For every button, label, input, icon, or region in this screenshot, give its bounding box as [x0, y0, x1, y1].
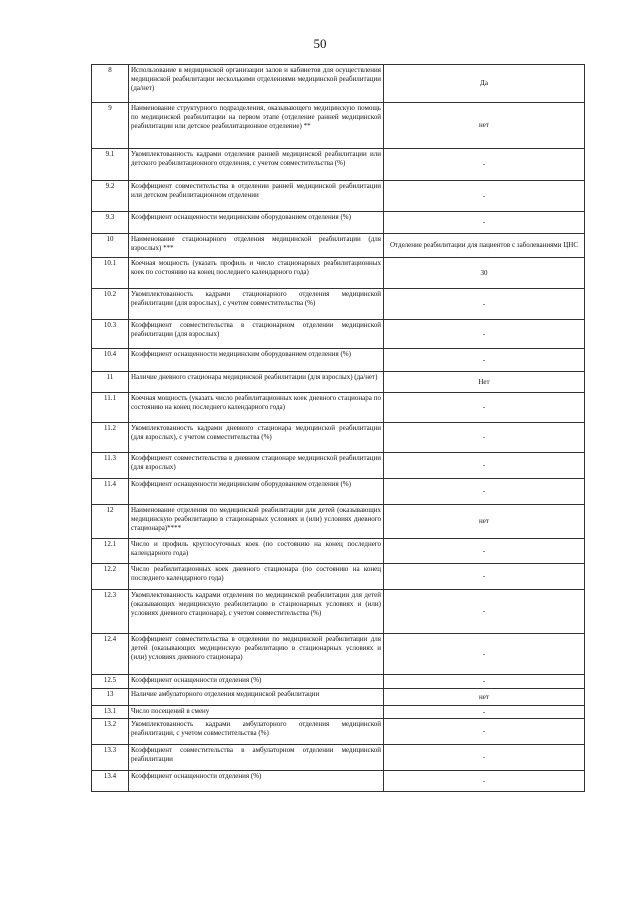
row-description: Укомплектованность кадрами отделения по медицинской реабилитации для детей (оказывающих медицинскую реабилитацию в стационарных условиях и (или) условиях дневного стационара), с учетом совместительства (%) — [129, 590, 384, 634]
row-number: 10.4 — [92, 349, 129, 372]
table-row — [92, 719, 585, 745]
row-value: - — [384, 423, 585, 453]
row-description: Укомплектованность кадрами отделения ранней медицинской реабилитации или детского реабилитационного отделения, с учетом совместительства (%) — [129, 149, 384, 181]
table-row — [92, 212, 585, 234]
table-row — [92, 393, 585, 423]
row-value: - — [384, 675, 585, 689]
row-number: 11 — [92, 372, 129, 393]
row-description: Число и профиль круглосуточных коек (по состоянию на конец последнего календарного года) — [129, 539, 384, 564]
row-description: Коэффициент оснащенности отделения (%) — [129, 675, 384, 689]
rehabilitation-table — [91, 64, 585, 792]
row-number: 9.3 — [92, 212, 129, 234]
table-body — [92, 65, 585, 792]
row-value: - — [384, 771, 585, 792]
row-value: - — [384, 289, 585, 320]
row-value: - — [384, 745, 585, 771]
row-number: 10.3 — [92, 320, 129, 349]
row-description: Коечная мощность (указать профиль и число стационарных реабилитационных коек по состоянию на конец последнего календарного года) — [129, 258, 384, 289]
row-description: Наименование структурного подразделения, оказывающего медицинскую помощь по медицинской реабилитации на первом этапе (отделение ранней медицинской реабилитации или детское реабилитационное отделение) ** — [129, 103, 384, 149]
row-description: Коэффициент оснащенности отделения (%) — [129, 771, 384, 792]
table-row — [92, 745, 585, 771]
table-row — [92, 539, 585, 564]
table-row — [92, 258, 585, 289]
row-description: Наличие дневного стационара медицинской реабилитации (для взрослых) (да/нет) — [129, 372, 384, 393]
table-row — [92, 689, 585, 706]
row-description: Наименование стационарного отделения медицинской реабилитации (для взрослых) *** — [129, 234, 384, 258]
table-row — [92, 771, 585, 792]
row-description: Коэффициент оснащенности медицинским оборудованием отделения (%) — [129, 349, 384, 372]
row-number: 13.3 — [92, 745, 129, 771]
row-value: - — [384, 181, 585, 212]
row-number: 12.1 — [92, 539, 129, 564]
table-row — [92, 453, 585, 479]
row-value: - — [384, 212, 585, 234]
row-number: 9 — [92, 103, 129, 149]
table-row — [92, 675, 585, 689]
row-number: 10.2 — [92, 289, 129, 320]
table-row — [92, 564, 585, 590]
table-row — [92, 372, 585, 393]
table-row — [92, 65, 585, 103]
row-description: Коэффициент совместительства в амбулаторном отделении медицинской реабилитации — [129, 745, 384, 771]
table-row — [92, 181, 585, 212]
row-value: нет — [384, 689, 585, 706]
row-value: - — [384, 320, 585, 349]
row-description: Наименование отделения по медицинской реабилитации для детей (оказывающих медицинскую реабилитацию в стационарных условиях и (или) условиях дневного стационара)**** — [129, 505, 384, 539]
table-row — [92, 234, 585, 258]
row-value: - — [384, 719, 585, 745]
row-number: 12.4 — [92, 634, 129, 675]
row-value: нет — [384, 505, 585, 539]
row-value: - — [384, 349, 585, 372]
row-number: 12.5 — [92, 675, 129, 689]
page-number: 50 — [313, 36, 327, 51]
table-row — [92, 590, 585, 634]
row-description: Укомплектованность кадрами дневного стационара медицинской реабилитации (для взрослых), с учетом совместительства (%) — [129, 423, 384, 453]
row-description: Число реабилитационных коек дневного стационара (по состоянию на конец последнего календарного года) — [129, 564, 384, 590]
row-description: Наличие амбулаторного отделения медицинской реабилитации — [129, 689, 384, 706]
row-description: Число посещений в смену — [129, 706, 384, 719]
row-number: 10.1 — [92, 258, 129, 289]
row-value: нет — [384, 103, 585, 149]
row-value: - — [384, 393, 585, 423]
table-row — [92, 479, 585, 505]
row-value: - — [384, 590, 585, 634]
row-description: Коэффициент совместительства в дневном стационаре медицинской реабилитации (для взрослых) — [129, 453, 384, 479]
row-value: Да — [384, 65, 585, 103]
row-value: - — [384, 539, 585, 564]
table-row — [92, 149, 585, 181]
row-value: Отделение реабилитации для пациентов с заболеваниями ЦНС — [384, 234, 585, 258]
row-value: - — [384, 564, 585, 590]
row-number: 12 — [92, 505, 129, 539]
row-value: - — [384, 706, 585, 719]
row-value: - — [384, 634, 585, 675]
table-row — [92, 320, 585, 349]
table-row — [92, 103, 585, 149]
row-number: 9.1 — [92, 149, 129, 181]
row-value: - — [384, 479, 585, 505]
row-value: - — [384, 453, 585, 479]
row-number: 13.4 — [92, 771, 129, 792]
row-number: 13.1 — [92, 706, 129, 719]
table-row — [92, 634, 585, 675]
row-description: Коэффициент совместительства в отделении по медицинской реабилитации для детей (оказывающих медицинскую реабилитацию в стационарных условиях и (или) условиях дневного стационара) — [129, 634, 384, 675]
table-row — [92, 289, 585, 320]
row-description: Коэффициент оснащенности медицинским оборудованием отделения (%) — [129, 479, 384, 505]
row-number: 11.1 — [92, 393, 129, 423]
row-number: 12.2 — [92, 564, 129, 590]
row-value: - — [384, 149, 585, 181]
row-description: Укомплектованность кадрами амбулаторного отделения медицинской реабилитации, с учетом совместительства (%) — [129, 719, 384, 745]
row-value: Нет — [384, 372, 585, 393]
row-number: 9.2 — [92, 181, 129, 212]
row-number: 11.2 — [92, 423, 129, 453]
row-number: 13.2 — [92, 719, 129, 745]
table-row — [92, 505, 585, 539]
row-number: 11.3 — [92, 453, 129, 479]
row-description: Коэффициент совместительства в стационарном отделении медицинской реабилитации (для взрослых) — [129, 320, 384, 349]
row-description: Коечная мощность (указать число реабилитационных коек дневного стационара по состоянию на конец последнего календарного года) — [129, 393, 384, 423]
row-description: Укомплектованность кадрами стационарного отделения медицинской реабилитации (для взрослых), с учетом совместительства (%) — [129, 289, 384, 320]
row-number: 10 — [92, 234, 129, 258]
row-number: 8 — [92, 65, 129, 103]
row-value: 30 — [384, 258, 585, 289]
row-description: Использование в медицинской организации залов и кабинетов для осуществления медицинской реабилитации несколькими отделениями медицинской реабилитации (да/нет) — [129, 65, 384, 103]
table-row — [92, 423, 585, 453]
row-description: Коэффициент оснащенности медицинским оборудованием отделения (%) — [129, 212, 384, 234]
table-row — [92, 706, 585, 719]
row-description: Коэффициент совместительства в отделении ранней медицинской реабилитации или детском реабилитационном отделении — [129, 181, 384, 212]
row-number: 11.4 — [92, 479, 129, 505]
table-row — [92, 349, 585, 372]
row-number: 13 — [92, 689, 129, 706]
row-number: 12.3 — [92, 590, 129, 634]
